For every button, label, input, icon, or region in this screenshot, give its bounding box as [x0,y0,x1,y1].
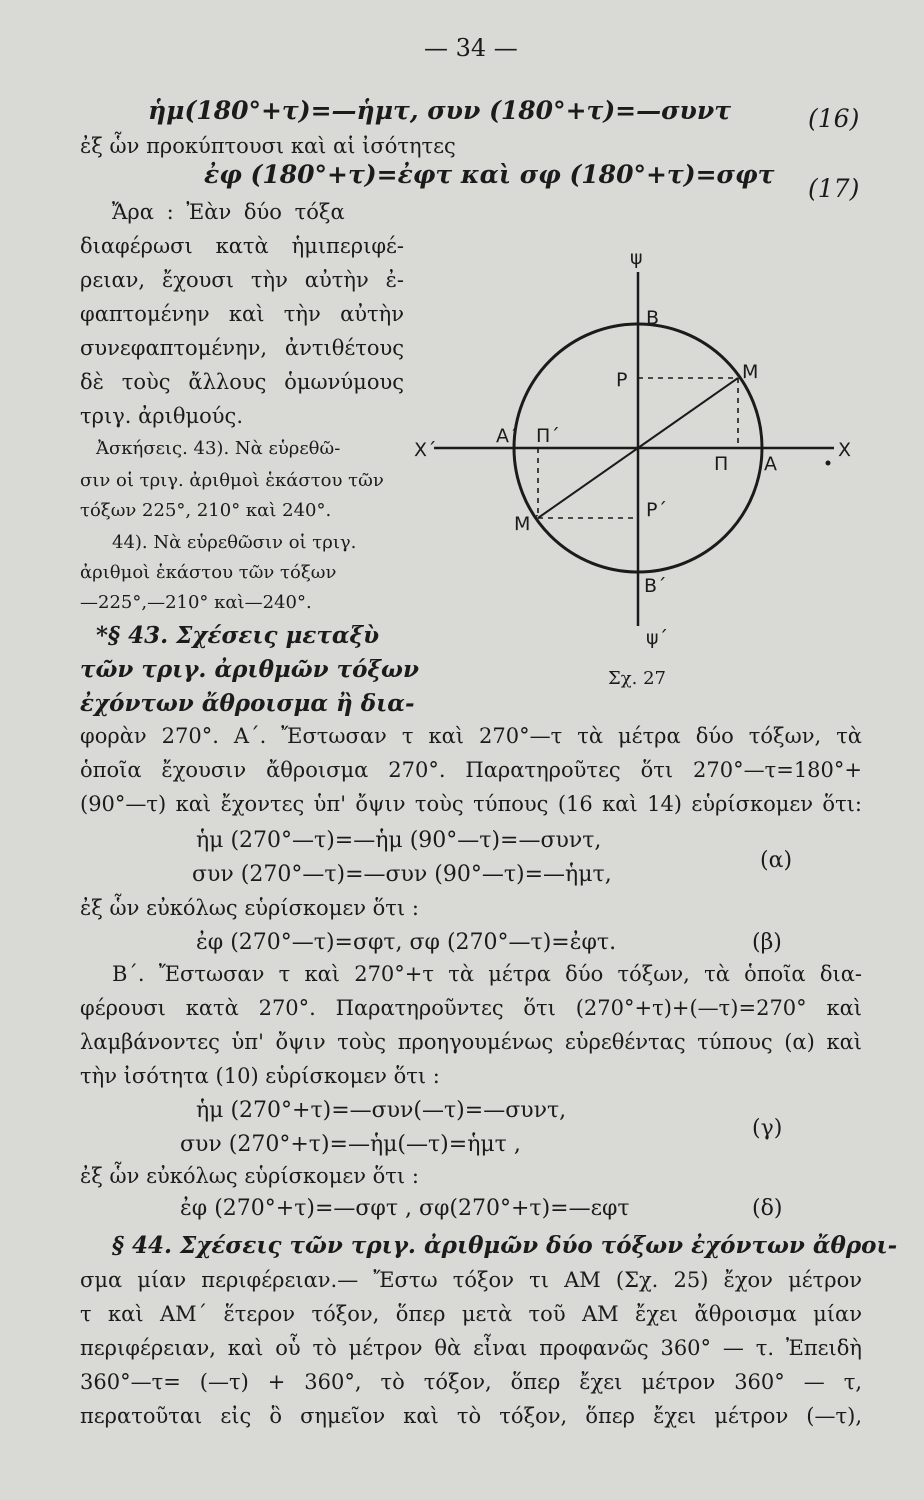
text-line: περατοῦται εἰς ὃ σημεῖον καὶ τὸ τόξον, ὅπερ ἔχει μέτρον (—τ), [80,1404,862,1428]
text-line: 360°—τ= (—τ) + 360°, τὸ τόξον, ὅπερ ἔχει μέτρον 360° — τ, [80,1370,862,1394]
label-m: Μ [742,361,759,383]
formula-line: ἐφ (270°—τ)=σφτ, σφ (270°—τ)=ἐφτ. [196,930,617,955]
text-line: φορὰν 270°. Α΄. Ἔστωσαν τ καὶ 270°—τ τὰ μέτρα δύο τόξων, τὰ [80,724,862,748]
text-line: φαπτομένην καὶ τὴν αὐτὴν [80,302,404,326]
page-number: — 34 — [424,34,518,62]
exercise-line: ἀριθμοὶ ἑκάστου τῶν τόξων [80,562,337,583]
label-x: Χ [838,439,852,461]
text-line: λαμβάνοντες ὑπ' ὄψιν τοὺς προηγουμένως εὑρεθέντας τύπους (α) καὶ [80,1030,862,1054]
label-a: Α [764,453,777,475]
text-line: περιφέρειαν, καὶ οὗ τὸ μέτρον θὰ εἶναι προφανῶς 360° — τ. Ἐπειδὴ [80,1336,862,1360]
text-line: Ἄρα : Ἐὰν δύο τόξα [112,200,345,224]
formula-number: (α) [760,848,793,873]
section-heading: *§ 43. Σχέσεις μεταξὺ [96,622,380,649]
label-pi-prime: Π΄ [536,425,560,447]
figure-caption: Σχ. 27 [608,668,666,689]
text-line: ἐξ ὧν προκύπτουσι καὶ αἱ ἰσότητες [80,134,456,158]
formula-number: (δ) [752,1196,783,1221]
label-p: Ρ [616,369,628,391]
text-line: ἐξ ὧν εὐκόλως εὑρίσκομεν ὅτι : [80,896,419,920]
text-line: σμα μίαν περιφέρειαν.— Ἔστω τόξον τι ΑΜ (Σχ. 25) ἔχον μέτρον [80,1268,862,1292]
formula-number: (γ) [752,1116,783,1141]
formula-line: ἡμ (270°+τ)=—συν(—τ)=—συντ, [196,1098,567,1123]
formula-17: ἐφ (180°+τ)=ἐφτ καὶ σφ (180°+τ)=σφτ [204,160,775,189]
exercise-line: Ἀσκήσεις. 43). Νὰ εὑρεθῶ- [96,438,341,459]
radius-om [638,378,738,448]
label-psi: ψ [630,247,643,269]
point-a-dot [826,461,831,466]
text-line: τ καὶ ΑΜ΄ ἕτερον τόξον, ὅπερ μετὰ τοῦ ΑΜ ἔχει ἄθροισμα μίαν [80,1302,862,1326]
formula-number: (17) [808,174,860,203]
text-line: τριγ. ἀριθμούς. [80,404,243,428]
text-line: συνεφαπτομένην, ἀντιθέτους [80,336,404,360]
text-line: φέρουσι κατὰ 270°. Παρατηροῦντες ὅτι (270°+τ)+(—τ)=270° καὶ [80,996,862,1020]
label-p-prime: Ρ΄ [646,499,667,521]
section-heading: ἐχόντων ἄθροισμα ἢ δια- [80,690,415,717]
section-heading: τῶν τριγ. ἀριθμῶν τόξων [80,656,419,683]
text-line: (90°—τ) καὶ ἔχοντες ὑπ' ὄψιν τοὺς τύπους (16 καὶ 14) εὑρίσκομεν ὅτι: [80,792,862,816]
label-b-prime: Β΄ [644,575,667,597]
exercise-line: τόξων 225°, 210° καὶ 240°. [80,500,332,521]
text-line: ὁποῖα ἔχουσιν ἄθροισμα 270°. Παρατηροῦτες ὅτι 270°—τ=180°+ [80,758,862,782]
formula-line: συν (270°—τ)=—συν (90°—τ)=—ἡμτ, [192,862,612,887]
formula-line: ἡμ (270°—τ)=—ἡμ (90°—τ)=—συντ, [196,828,602,853]
exercise-line: σιν οἱ τριγ. ἀριθμοὶ ἑκάστου τῶν [80,470,384,491]
label-b: Β [646,307,660,329]
text-line: ρειαν, ἔχουσι τὴν αὐτὴν ἐ- [80,268,404,292]
exercise-line: —225°,—210° καὶ—240°. [80,592,312,613]
label-pi: Π [714,453,729,475]
label-psi-prime: ψ΄ [646,627,669,649]
section-heading: § 44. Σχέσεις τῶν τριγ. ἀριθμῶν δύο τόξων ἐχόντων ἄθροι- [112,1232,898,1259]
text-line: δὲ τοὺς ἄλλους ὁμωνύμους [80,370,404,394]
formula-number: (16) [808,104,860,133]
formula-line: ἐφ (270°+τ)=—σφτ , σφ(270°+τ)=—εφτ [180,1196,630,1221]
exercise-line: 44). Νὰ εὑρεθῶσιν οἱ τριγ. [112,532,357,553]
formula-16: ἡμ(180°+τ)=—ἡμτ, συν (180°+τ)=—συντ [148,96,732,125]
text-line: διαφέρωσι κατὰ ἡμιπεριφέ- [80,234,404,258]
formula-number: (β) [752,930,782,955]
formula-line: συν (270°+τ)=—ἡμ(—τ)=ἡμτ , [180,1132,521,1157]
text-line: ἐξ ὧν εὐκόλως εὑρίσκομεν ὅτι : [80,1164,419,1188]
figure-27 [410,240,870,700]
radius-om-prime [538,448,638,518]
text-line: Β΄. Ἔστωσαν τ καὶ 270°+τ τὰ μέτρα δύο τόξων, τὰ ὁποῖα δια- [112,962,862,986]
text-line: τὴν ἰσότητα (10) εὑρίσκομεν ὅτι : [80,1064,440,1088]
label-m-prime: Μ΄ [514,513,540,535]
label-x-prime: Χ΄ [414,439,437,461]
label-a-prime: Α΄ [496,425,519,447]
